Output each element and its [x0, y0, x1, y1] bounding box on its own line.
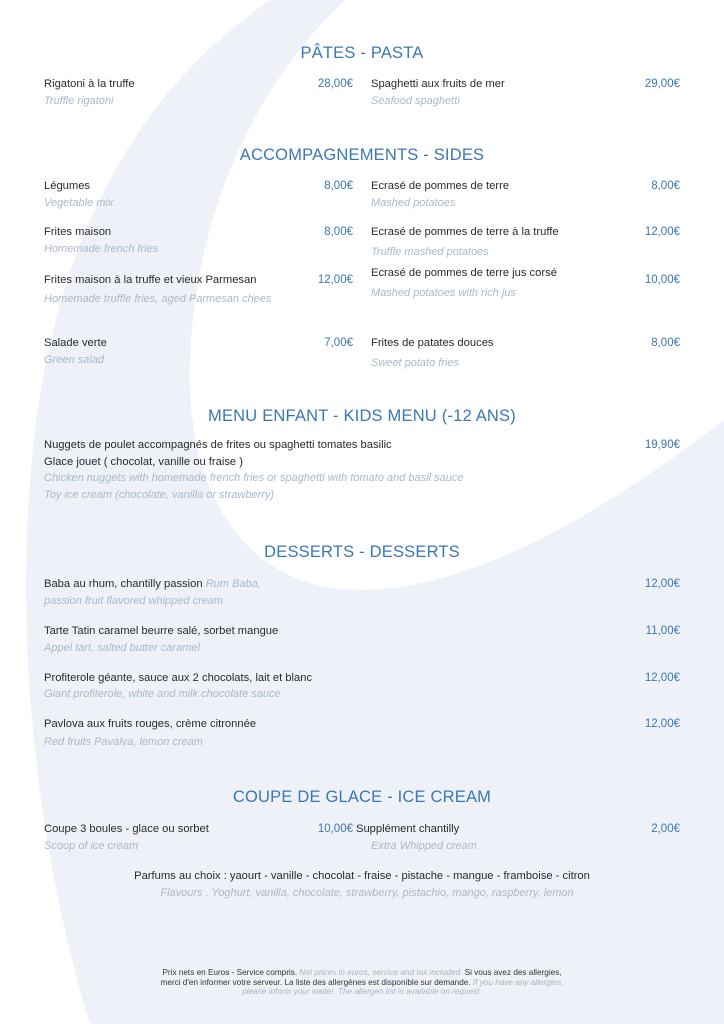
menu-item-name — [44, 578, 261, 590]
menu-item-price: 11,00€ — [645, 625, 680, 637]
menu-item-translation: Truffle mashed potatoes — [371, 246, 489, 258]
menu-item-name: Frites maison — [44, 226, 112, 238]
menu-item-price: 2,00€ — [651, 823, 680, 835]
menu-item-translation: Giant profiterole, white and milk chocolate sauce — [44, 688, 281, 700]
footer-text-translation: If you have any allergies, — [472, 977, 564, 987]
menu-item-translation: Homemade french fries — [44, 243, 159, 255]
menu-item-price: 28,00€ — [317, 78, 353, 90]
menu-item-name: Profiterole géante, sauce aux 2 chocolats, lait et blanc — [44, 672, 313, 684]
menu-item-name: Spaghetti aux fruits de mer — [371, 78, 505, 90]
menu-item-translation: Vegetable mix — [44, 197, 114, 209]
menu-item-translation: Chicken nuggets with homemade french fries or spaghetti with tomato and basil sauce — [44, 472, 464, 484]
section-title-desserts: DESSERTS - DESSERTS — [264, 543, 460, 561]
menu-item-translation: Green salad — [44, 354, 104, 366]
section-title-pasta: PÂTES - PASTA — [300, 44, 424, 62]
menu-item-translation: Mashed potatoes with rich jus — [371, 287, 516, 299]
menu-item-price: 12,00€ — [644, 718, 680, 730]
menu-item-translation: Homemade truffle fries, aged Parmesan chees — [44, 293, 272, 305]
menu-item-name: Glace jouet ( chocolat, vanille ou fraise ) — [44, 456, 243, 468]
footer-text-translation: please inform your waiter. The allergen list is available on request. — [242, 987, 482, 997]
menu-item-translation-inline: Rum Baba, — [205, 578, 261, 590]
section-title-ice-cream: COUPE DE GLACE - ICE CREAM — [232, 788, 492, 806]
footer-line — [0, 987, 724, 997]
menu-item-price: 7,00€ — [324, 337, 353, 349]
menu-item-name-text: Baba au rhum, chantilly passion — [44, 578, 203, 590]
section-title-sides: ACCOMPAGNEMENTS - SIDES — [239, 146, 485, 164]
menu-item-translation: Scoop of ice cream — [44, 840, 139, 852]
menu-item-price: 12,00€ — [644, 226, 680, 238]
footer-text: Si vous avez des allergies, — [464, 968, 562, 977]
menu-item-name: Ecrasé de pommes de terre à la truffe — [371, 226, 559, 238]
menu-item-translation: Extra Whipped cream — [371, 840, 477, 852]
menu-item-name: Coupe 3 boules - glace ou sorbet — [44, 823, 209, 835]
menu-item-translation: Appel tart, salted butter caramel — [44, 642, 200, 654]
flavours-list-translation: Flavours . Yoghurt, vanilla, chocolate, strawberry, pistachio, mango, raspberry, lemon — [160, 887, 574, 899]
footer-note — [0, 968, 724, 997]
menu-item-price: 8,00€ — [651, 180, 680, 192]
menu-item-name: Supplément chantilly — [356, 823, 460, 835]
menu-item-translation: Sweet potato fries — [371, 357, 460, 369]
footer-text: Prix nets en Euros - Service compris. — [162, 968, 298, 977]
menu-item-price: 8,00€ — [651, 337, 680, 349]
menu-item-name: Ecrasé de pommes de terre jus corsé — [371, 267, 557, 279]
menu-item-price: 10,00€ — [644, 274, 680, 286]
menu-item-name: Frites de patates douces — [371, 337, 494, 349]
menu-item-translation: Mashed potatoes — [371, 197, 456, 209]
menu-item-name: Frites maison à la truffe et vieux Parmesan — [44, 274, 257, 286]
menu-item-translation: Truffle rigatoni — [44, 95, 114, 107]
menu-item-name: Ecrasé de pommes de terre — [371, 180, 510, 192]
menu-item-translation: passion fruit flavored whipped cream — [44, 595, 224, 607]
menu-item-price: 8,00€ — [324, 226, 353, 238]
menu-item-price: 12,00€ — [644, 578, 680, 590]
menu-item-translation: Seafood spaghetti — [371, 95, 460, 107]
menu-item-price: 10,00€ — [317, 823, 353, 835]
menu-item-name: Tarte Tatin caramel beurre salé, sorbet mangue — [44, 625, 279, 637]
menu-item-name: Nuggets de poulet accompagnés de frites ou spaghetti tomates basilic — [44, 439, 392, 451]
menu-item-translation: Red fruits Pavalva, lemon cream — [44, 736, 203, 748]
menu-item-name: Légumes — [44, 180, 91, 192]
menu-item-name: Salade verte — [44, 337, 107, 349]
section-title-kids-menu: MENU ENFANT - KIDS MENU (-12 ANS) — [208, 407, 516, 425]
menu-item-translation: Toy ice cream (chocolate, vanilla or strawberry) — [44, 489, 275, 501]
menu-item-price: 12,00€ — [644, 672, 680, 684]
footer-line — [0, 968, 724, 978]
menu-item-name: Pavlova aux fruits rouges, crème citronnée — [44, 718, 257, 730]
footer-line — [0, 978, 724, 988]
menu-item-price: 19,90€ — [644, 439, 680, 451]
menu-item-price: 12,00€ — [317, 274, 353, 286]
footer-text-translation: Net prices in euros, service and tax included. — [299, 968, 463, 977]
flavours-list: Parfums au choix : yaourt - vanille - chocolat - fraise - pistache - mangue - framboise - citron — [134, 870, 590, 882]
menu-item-name: Rigatoni à la truffe — [44, 78, 135, 90]
footer-text: merci d'en informer votre serveur. La liste des allergènes est disponible sur demande. — [160, 977, 471, 987]
menu-item-price: 8,00€ — [324, 180, 353, 192]
menu-item-price: 29,00€ — [644, 78, 680, 90]
